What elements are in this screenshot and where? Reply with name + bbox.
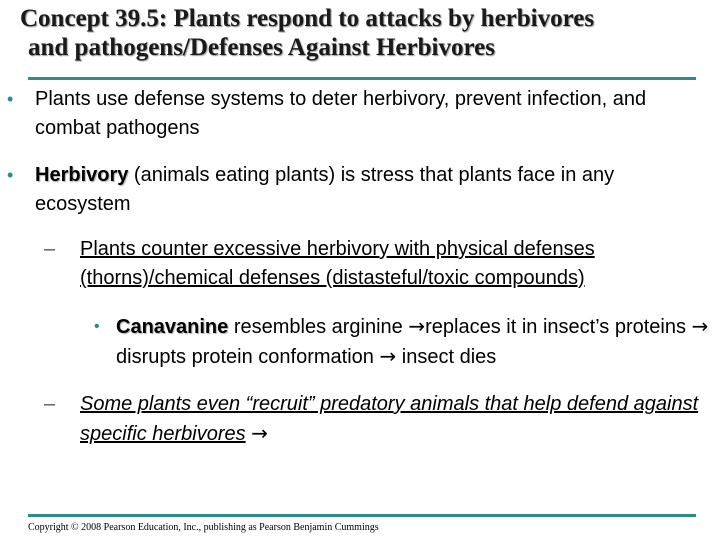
title-divider	[28, 77, 696, 80]
term-canavanine: Canavanine	[116, 316, 229, 338]
arrow-right-icon: →	[251, 421, 268, 445]
bullet-marker: •	[94, 318, 100, 335]
subpoint-text: Plants counter excessive herbivory with physical defenses (thorns)/chemical defenses (distasteful/toxic compounds)	[80, 238, 595, 289]
subpoint-recruit-predators	[44, 390, 700, 449]
arrow-right-icon: →	[379, 344, 397, 368]
dash-marker: –	[44, 238, 56, 260]
text-part-2: replaces it in insect’s proteins	[425, 316, 692, 338]
bullet-text: Plants use defense systems to deter herbivory, prevent infection, and combat pathogens	[35, 88, 647, 139]
footer-divider	[28, 514, 696, 517]
arrow-right-icon: →	[408, 314, 426, 338]
subpoint-text: Some plants even “recruit” predatory animals that help defend against specific herbivores	[80, 393, 699, 445]
title-line-1: Concept 39.5: Plants respond to attacks by herbivores	[20, 5, 595, 32]
term-herbivory: Herbivory	[35, 164, 129, 186]
copyright-footer: Copyright © 2008 Pearson Education, Inc., publishing as Pearson Benjamin Cummings	[28, 522, 379, 533]
bullet-marker: •	[7, 89, 14, 109]
dash-marker: –	[44, 393, 56, 415]
slide-title	[20, 4, 720, 62]
text-part-4: insect dies	[396, 346, 497, 368]
text-part-3: disrupts protein conformation	[116, 346, 380, 368]
subsubpoint-canavanine	[94, 312, 716, 372]
text-part-1: resembles arginine	[228, 316, 409, 338]
bullet-marker: •	[7, 165, 14, 185]
bullet-defense-systems	[7, 85, 675, 143]
subpoint-physical-chemical-defenses	[44, 235, 710, 293]
bullet-herbivory	[7, 161, 695, 219]
arrow-right-icon: →	[691, 314, 709, 338]
title-line-2: and pathogens/Defenses Against Herbivores	[28, 34, 495, 61]
bullet-text: (animals eating plants) is stress that plants face in any ecosystem	[35, 164, 615, 215]
